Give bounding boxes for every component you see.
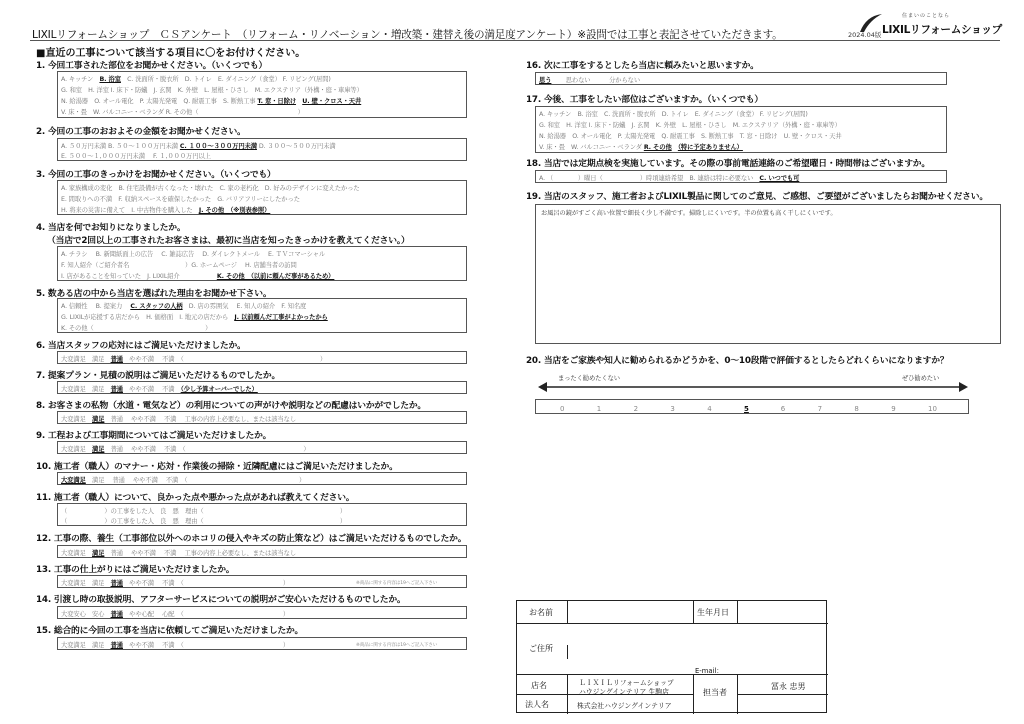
directive-text: ■直近の工事について該当する項目に〇をお付けください。 — [36, 48, 306, 59]
q4-selected-other[interactable]: K. その他 （以前に頼んだ事があるため） — [216, 273, 335, 280]
q17-selected-other[interactable]: R. その他 — [643, 144, 672, 151]
survey-title: LIXILリフォームショップ ＣＳアンケート （リフォーム・リノベーション・増改築・建替え後の満足度アンケート）※設問では工事と表記させていただきます。 — [32, 29, 783, 41]
q20-scale-4[interactable]: 4 — [707, 405, 712, 413]
q6-selected[interactable]: 普通 — [110, 356, 123, 363]
q4-row3: I. 店があることを知っていた J. LIXIL紹介 K. その他 （以前に頼んだ事があるため） — [61, 273, 335, 280]
q10-answer-box: 大変満足 満足 普通 やや不満 不満 （ ） — [57, 472, 467, 485]
q3-answer-box — [57, 180, 467, 215]
shop-name-line1: ＬＩＸＩＬリフォームショップ — [579, 679, 674, 687]
q20-scale-arrow-icon — [538, 381, 968, 393]
q19-comment-text: お風呂の鏡がすごく高い位置で細長く少し不満です。掃除しにくいです。半の位置も高く干しにくいです。 — [541, 210, 837, 217]
q13-answer-box: 大変満足 満足 普通 やや不満 不満 （ ） ※商品に関する内容は19へご記入下さい — [57, 575, 467, 588]
q1-row2: G. 和室 H. 洋室 I. 床下・防蟻 J. 玄関 K. 外壁 L. 屋根・ひさし M. エクステリア（外構・庭・車庫等） — [61, 87, 363, 94]
q1-title: 1. 今回工事された部位をお聞かせください。（いくつでも） — [36, 61, 268, 71]
q3-row1: A. 家族構成の変化 B. 住宅設備が古くなった・壊れた C. 家の老朽化 D. 好みのデザインに変えたかった — [61, 185, 360, 192]
q20-scale-6[interactable]: 6 — [780, 405, 786, 413]
q2-row1: A. ５０万円未満 B. ５０～１００万円未満 C. １００～３００万円未満 D. ３００～５００万円未満 — [61, 143, 336, 150]
q1-row4: V. 床・畳 W. バルコニー・ベランダ R. その他（ ） — [61, 109, 304, 116]
q12-selected[interactable]: 満足 — [92, 550, 105, 557]
q2-selected-amount[interactable]: C. １００～３００万円未満 — [179, 143, 257, 150]
birthdate-label: 生年月日 — [697, 608, 729, 617]
q2-title: 2. 今回の工事のおおよその金額をお聞かせください。 — [36, 127, 246, 137]
q13-note: ※商品に関する内容は19へご記入下さい — [356, 581, 438, 586]
q1-selected-window[interactable]: T. 窓・日除け — [257, 98, 297, 105]
version-date: 2024.04版 — [848, 31, 882, 39]
q17-row1: A. キッチン B. 浴室 C. 洗面所・脱衣所 D. トイレ E. ダイニング（食堂） F. リビング(居間) — [539, 111, 808, 118]
q5-answer-box — [57, 298, 467, 333]
q17-comment: （特に予定ありません） — [677, 144, 743, 151]
q5-selected-previous[interactable]: J. 以前頼んだ工事がよかったから — [234, 314, 328, 321]
q1-selected-wall[interactable]: U. 壁・クロス・天井 — [302, 98, 362, 105]
q9-title: 9. 工程および工事期間についてはご満足いただけましたか。 — [36, 431, 272, 441]
q14-title: 14. 引渡し時の取扱説明、アフターサービスについての説明がご安心いただけるものでしたか。 — [36, 595, 406, 605]
q15-answer-box: 大変満足 満足 普通 やや不満 不満 （ ） ※商品に関する内容は19へご記入下さい — [57, 637, 467, 650]
q6-title: 6. 当店スタッフの応対にはご満足いただけましたか。 — [36, 341, 246, 351]
q8-title: 8. お客さまの私物（水道・電気など）の利用についての声がけや説明などの配慮はいかがでしたか。 — [36, 401, 427, 411]
q4-row1: A. チラシ B. 新聞紙面上の広告 C. 雑誌広告 D. ダイレクトメール E. ＴＶコマーシャル — [61, 251, 326, 258]
q13-selected[interactable]: 普通 — [110, 580, 123, 587]
q5-title: 5. 数ある店の中から当店を選ばれた理由をお聞かせ下さい。 — [36, 289, 272, 299]
q18-selected[interactable]: C. いつでも可 — [759, 175, 800, 182]
shop-name-line2: ハウジングインテリア 生駒店 — [579, 688, 669, 696]
q20-scale-5[interactable]: 5 — [744, 405, 749, 413]
q8-answer-box: 大変満足 満足 普通 やや不満 不満 工事の内容上必要なし、または該当なし — [57, 411, 467, 424]
q3-selected-other[interactable]: J. その他 （※別表参照） — [198, 207, 271, 214]
q9-selected[interactable]: 満足 — [92, 446, 105, 453]
q18-title: 18. 当店では定期点検を実施しています。その際の事前電話連絡のご希望曜日・時間帯はございますか。 — [526, 159, 931, 169]
q7-title: 7. 提案プラン・見積の説明はご満足いただけるものでしたか。 — [36, 371, 281, 381]
q20-scale-0[interactable]: 0 — [560, 405, 565, 413]
q8-selected[interactable]: 満足 — [92, 416, 105, 423]
q15-selected[interactable]: 普通 — [110, 642, 123, 649]
q4-title: 4. 当店を何でお知りになりましたか。 — [36, 223, 186, 233]
q3-row2: E. 間取りへの不満 F. 収納スペースを確保したかった G. バリアフリーにしたかった — [61, 196, 300, 203]
q1-row1: A. キッチン B. 浴室 C. 洗面所・脱衣所 D. トイレ E. ダイニング（食堂） F. リビング(居間) — [61, 76, 331, 83]
q20-title: 20. 当店をご家族や知人に勧められるかどうかを、0～10段階で評価するとしたらどれくらいになりますか？ — [526, 356, 949, 366]
q17-title: 17. 今後、工事をしたい部位はございますか。（いくつでも） — [526, 95, 763, 105]
q19-title: 19. 当店のスタッフ、施工者およびLIXIL製品に関してのご意見、ご感想、ご要望がございましたらお聞かせください。 — [526, 192, 988, 202]
q1-selected-bath[interactable]: B. 浴室 — [99, 76, 121, 83]
q20-scale-7[interactable]: 7 — [817, 405, 823, 413]
q20-scale-8[interactable]: 8 — [854, 405, 859, 413]
q20-scale-3[interactable]: 3 — [670, 405, 675, 413]
logo-swoosh-icon — [858, 12, 884, 34]
q6-answer-box: 大変満足 満足 普通 やや不満 不満 （ ） — [57, 351, 467, 364]
q11-row2: （ ）の工事をした人 良 悪 理由（ ） — [61, 518, 347, 525]
q7-comment: （少し予算オーバーでした） — [180, 386, 258, 393]
q12-answer-box: 大変満足 満足 普通 やや不満 不満 工事の内容上必要なし、または該当なし — [57, 545, 467, 558]
q10-title: 10. 施工者（職人）のマナー・応対・作業後の掃除・近隣配慮にはご満足いただけましたか。 — [36, 462, 398, 472]
customer-info-form — [516, 600, 827, 713]
q20-scale-2[interactable]: 2 — [633, 405, 639, 413]
q17-answer-box — [535, 106, 947, 153]
q3-title: 3. 今回の工事のきっかけをお聞かせください。（いくつでも） — [36, 170, 276, 180]
q1-answer-box — [57, 71, 467, 118]
q20-scale-left-label: まったく勧めたくない — [558, 375, 620, 382]
shop-label: 店名 — [531, 681, 547, 690]
corporation-name: 株式会社ハウジングインテリア — [577, 702, 672, 710]
q5-row1: A. 信頼性 B. 提案力 C. スタッフの人柄 D. 店の雰囲気 E. 知人の紹介 F. 知名度 — [61, 303, 307, 310]
corporation-label: 法人名 — [525, 700, 549, 709]
q4-subtitle: （当店で2回以上の工事されたお客さまは、最初に当店を知ったきっかけを教えてください。） — [47, 236, 410, 246]
staff-label: 担当者 — [703, 688, 727, 697]
q20-scale-right-label: ぜひ勧めたい — [902, 375, 940, 382]
q4-answer-box — [57, 246, 467, 281]
q1-row3: N. 給湯器 O. オール電化 P. 太陽光発電 Q. 耐震工事 S. 断熱工事 T. 窓・日除け U. 壁・クロス・天井 — [61, 98, 362, 105]
q2-row2: E. ５００～１,０００万円未満 F. １,０００万円以上 — [61, 153, 211, 160]
survey-header — [30, 27, 1000, 41]
q13-title: 13. 工事の仕上がりにはご満足いただけましたか。 — [36, 565, 235, 575]
q16-title: 16. 次に工事をするとしたら当店に頼みたいと思いますか。 — [526, 61, 759, 71]
q15-note: ※商品に関する内容は19へご記入下さい — [356, 643, 438, 648]
lixil-logo: 住まいのことなら LIXILリフォームショップ — [858, 12, 980, 42]
q5-row3: K. その他（ ） — [61, 325, 212, 332]
q11-row1: （ ）の工事をした人 良 悪 理由（ ） — [61, 508, 347, 515]
address-label: ご住所 — [529, 644, 553, 653]
q11-answer-box — [57, 503, 467, 526]
q7-selected[interactable]: 普通 — [110, 386, 123, 393]
q12-title: 12. 工事の際、養生（工事部位以外へのホコリの侵入やキズの防止策など）はご満足いただけるものでしたか。 — [36, 534, 467, 544]
q3-row3: H. 将来の災害に備えて I. 中古物件を購入した J. その他 （※別表参照） — [61, 207, 271, 214]
q10-selected[interactable]: 大変満足 — [61, 477, 86, 484]
q15-title: 15. 総合的に今回の工事を当店に依頼してご満足いただけましたか。 — [36, 626, 304, 636]
staff-name: 冨永 忠男 — [771, 682, 806, 691]
q20-scale-1[interactable]: 1 — [596, 405, 602, 413]
q17-row3: N. 給湯器 O. オール電化 P. 太陽光発電 Q. 耐震工事 S. 断熱工事 T. 窓・日除け U. 壁・クロス・天井 — [539, 133, 842, 140]
q20-scale-9[interactable]: 9 — [891, 405, 896, 413]
q17-row4: V. 床・畳 W. バルコニー・ベランダ R. その他 （特に予定ありません） — [539, 144, 743, 151]
q7-answer-box: 大変満足 満足 普通 やや不満 不満 （少し予算オーバーでした） — [57, 381, 467, 394]
q5-row2: G. LIXILが応援する店だから H. 価格面 I. 地元の店だから J. 以前頼んだ工事がよかったから — [61, 314, 328, 321]
q4-row2: F. 知人紹介（ご紹介者名 ）G. ホームページ H. 店舗当者の訪問 — [61, 262, 297, 269]
q19-comment-box[interactable] — [535, 204, 1001, 344]
q18-answer-box: A. （ ）曜日（ ）時頃連絡希望 B. 連絡は特に必要ない C. いつでも可 — [535, 170, 947, 183]
q16-answer-box: 思う 思わない 分からない — [535, 72, 947, 85]
q14-selected[interactable]: 普通 — [110, 611, 123, 618]
name-label: お名前 — [529, 608, 553, 617]
q5-selected-staff[interactable]: C. スタッフの人柄 — [130, 303, 183, 310]
q14-answer-box: 大変安心 安心 普通 やや心配 心配 （ ） — [57, 606, 467, 619]
q9-answer-box: 大変満足 満足 普通 やや不満 不満 （ ） — [57, 441, 467, 454]
q17-row2: G. 和室 H. 洋室 I. 床下・防蟻 J. 玄関 K. 外壁 L. 屋根・ひさし M. エクステリア（外構・庭・車庫等） — [539, 122, 841, 129]
q16-selected[interactable]: 思う — [539, 77, 552, 84]
email-label: E-mail： — [695, 667, 724, 675]
q20-scale-10[interactable]: 10 — [928, 405, 937, 413]
q2-answer-box — [57, 138, 467, 161]
q11-title: 11. 施工者（職人）について、良かった点や悪かった点があれば教えてください。 — [36, 493, 355, 503]
